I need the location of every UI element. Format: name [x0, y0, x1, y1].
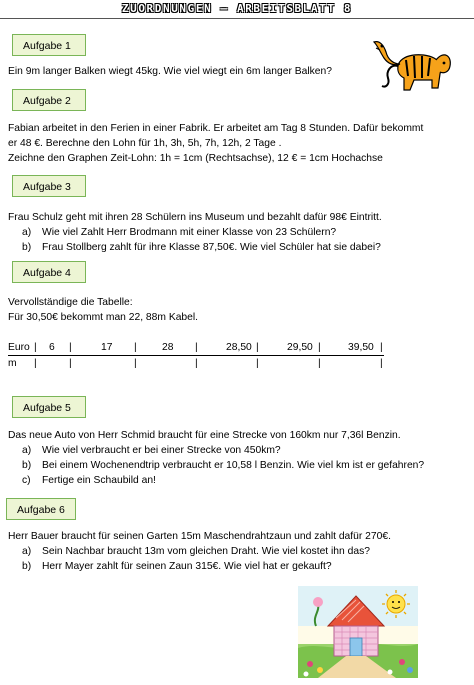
task-3-item-b: b) Frau Stollberg zahlt für ihre Klasse 87,50€. Wie viel Schüler hat sie dabei?: [22, 242, 381, 253]
table-row-label-m: m: [8, 358, 17, 369]
task-2-line-2: er 48 €. Berechne den Lohn für 1h, 3h, 5h, 7h, 12h, 2 Tage .: [8, 138, 282, 149]
table-divider: |: [256, 342, 259, 353]
task-3-text: Frau Schulz geht mit ihren 28 Schülern ins Museum und bezahlt dafür 98€ Eintritt.: [8, 212, 382, 223]
table-divider: |: [69, 342, 72, 353]
task-4-line-2: Für 30,50€ bekommt man 22, 88m Kabel.: [8, 312, 199, 323]
table-divider: |: [34, 342, 37, 353]
task-1-badge: Aufgabe 1: [12, 34, 86, 56]
task-5-item-c: c) Fertige ein Schaubild an!: [22, 475, 156, 486]
task-5-text: Das neue Auto von Herr Schmid braucht für eine Strecke von 160km nur 7,36l Benzin.: [8, 430, 401, 441]
table-divider: |: [69, 358, 72, 369]
table-cell: 29,50: [287, 342, 313, 353]
task-3-badge: Aufgabe 3: [12, 175, 86, 197]
table-divider: |: [380, 358, 383, 369]
header-divider: [0, 18, 474, 19]
task-2-line-3: Zeichne den Graphen Zeit-Lohn: 1h = 1cm (Rechtsachse), 12 € = 1cm Hochachse: [8, 153, 383, 164]
table-divider: |: [195, 358, 198, 369]
task-6-item-a: a) Sein Nachbar braucht 13m vom gleichen Draht. Wie viel kostet ihn das?: [22, 546, 370, 557]
task-2-badge: Aufgabe 2: [12, 89, 86, 111]
task-6-item-b: b) Herr Mayer zahlt für seinen Zaun 315€. Wie viel hat er gekauft?: [22, 561, 332, 572]
table-cell: 17: [101, 342, 113, 353]
tiger-image: [370, 36, 460, 104]
task-1-text: Ein 9m langer Balken wiegt 45kg. Wie viel wiegt ein 6m langer Balken?: [8, 66, 332, 77]
task-5-item-a: a) Wie viel verbraucht er bei einer Strecke von 450km?: [22, 445, 281, 456]
table-divider: |: [318, 358, 321, 369]
table-divider: |: [318, 342, 321, 353]
table-divider: |: [134, 358, 137, 369]
task-5-item-b: b) Bei einem Wochenendtrip verbraucht er 10,58 l Benzin. Wie viel km ist er gefahren?: [22, 460, 425, 471]
table-cell: 6: [49, 342, 55, 353]
header: [0, 0, 474, 18]
table-divider: |: [195, 342, 198, 353]
task-6-badge: Aufgabe 6: [6, 498, 76, 520]
table-cell: 39,50: [348, 342, 374, 353]
task-2-line-1: Fabian arbeitet in den Ferien in einer Fabrik. Er arbeitet am Tag 8 Stunden. Dafür bekommt: [8, 123, 424, 134]
task-6-text: Herr Bauer braucht für seinen Garten 15m Maschendrahtzaun und zahlt dafür 270€.: [8, 531, 391, 542]
task-4-badge: Aufgabe 4: [12, 261, 86, 283]
table-divider: |: [380, 342, 383, 353]
table-cell: 28: [162, 342, 174, 353]
page-title: ZUORDNUNGEN – ARBEITSBLATT 8: [121, 2, 353, 15]
table-divider: |: [34, 358, 37, 369]
table-row-divider: [8, 355, 384, 356]
task-3-item-a: a) Wie viel Zahlt Herr Brodmann mit einer Klasse von 23 Schülern?: [22, 227, 337, 238]
house-garden-image: [298, 586, 418, 678]
task-5-badge: Aufgabe 5: [12, 396, 86, 418]
task-4-line-1: Vervollständige die Tabelle:: [8, 297, 133, 308]
table-cell: 28,50: [226, 342, 252, 353]
table-row-label-euro: Euro: [8, 342, 30, 353]
table-divider: |: [256, 358, 259, 369]
table-divider: |: [134, 342, 137, 353]
